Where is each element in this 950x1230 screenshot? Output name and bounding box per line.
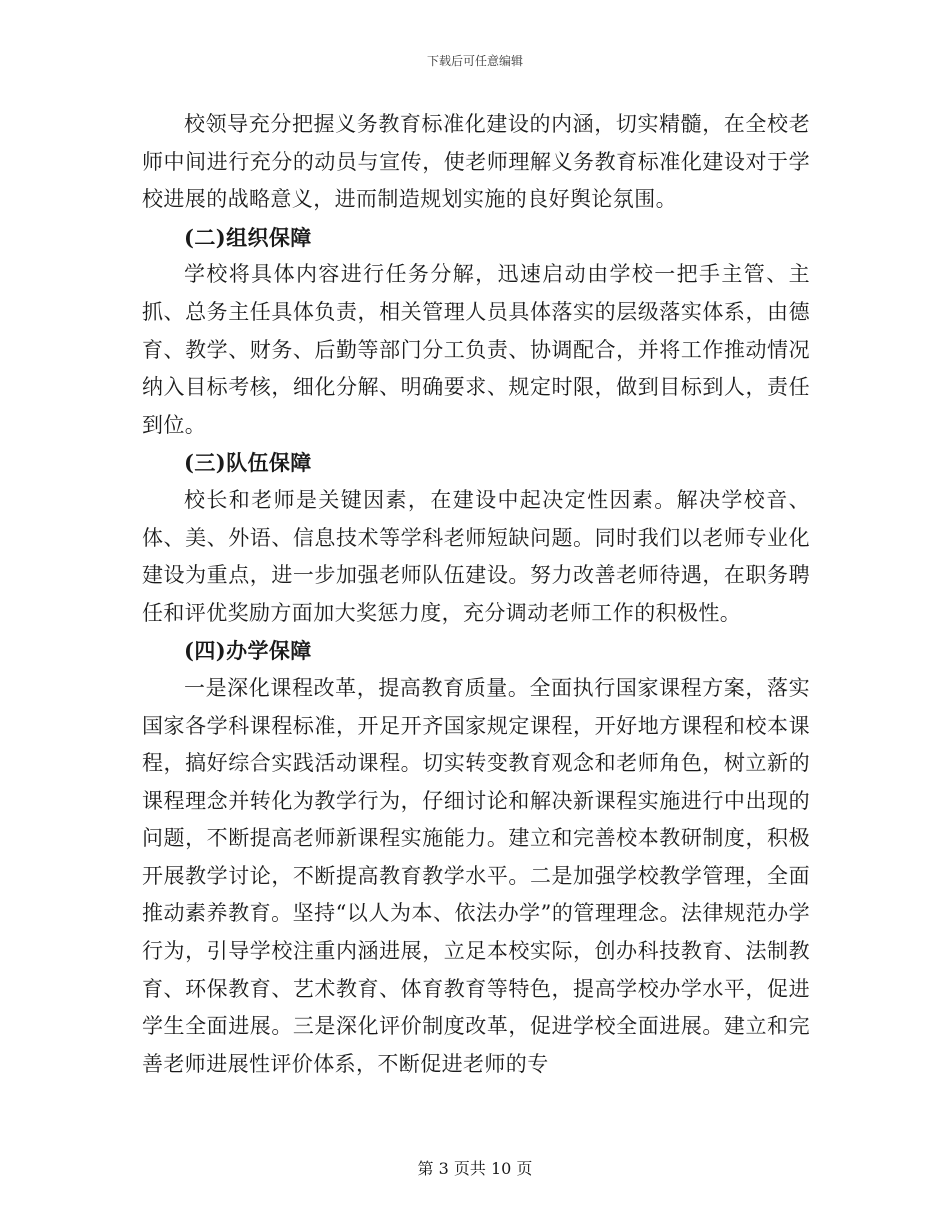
page-header: 下载后可任意编辑 [426,54,523,68]
paragraph-publicity: 校领导充分把握义务教育标准化建设的内涵，切实精髓，在全校老师中间进行充分的动员与宣传，使老师理解义务教育标准化建设对于学校进展的战略意义，进而制造规划实施的良好舆论氛围。 [142,112,810,212]
page-number-footer: 第 3 页共 10 页 [417,1159,533,1178]
paragraph-school-running: 一是深化课程改革，提高教育质量。全面执行国家课程方案，落实国家各学科课程标准，开足开齐国家规定课程，开好地方课程和校本课程，搞好综合实践活动课程。切实转变教育观念和老师角色，树立新的课程理念并转化为教学行为，仔细讨论和解决新课程实施进行中出现的问题，不断提高老师新课程实施能力。建立和完善校本教研制度，积极开展教学讨论，不断提高教育教学水平。二是加强学校教学管理，全面推动素养教育。坚持“以人为本、依法办学”的管理理念。法律规范办学行为，引导学校注重内涵进展，立足本校实际，创办科技教育、法制教育、环保教育、艺术教育、体育教育等特色，提高学校办学水平，促进学生全面进展。三是深化评价制度改革，促进学校全面进展。建立和完善老师进展性评价体系，不断促进老师的专 [142,675,810,1076]
section-heading-organization: (二)组织保障 [184,224,312,250]
section-heading-school-running: (四)办学保障 [184,638,312,664]
document-body [142,106,810,1083]
paragraph-team: 校长和老师是关键因素，在建设中起决定性因素。解决学校音、体、美、外语、信息技术等学科老师短缺问题。同时我们以老师专业化建设为重点，进一步加强老师队伍建设。努力改善老师待遇，在职务聘任和评优奖励方面加大奖惩力度，充分调动老师工作的积极性。 [142,487,810,625]
paragraph-organization: 学校将具体内容进行任务分解，迅速启动由学校一把手主管、主抓、总务主任具体负责，相关管理人员具体落实的层级落实体系，由德育、教学、财务、后勤等部门分工负责、协调配合，并将工作推动情况纳入目标考核，细化分解、明确要求、规定时限，做到目标到人，责任到位。 [142,262,810,437]
section-heading-team: (三)队伍保障 [184,450,312,476]
